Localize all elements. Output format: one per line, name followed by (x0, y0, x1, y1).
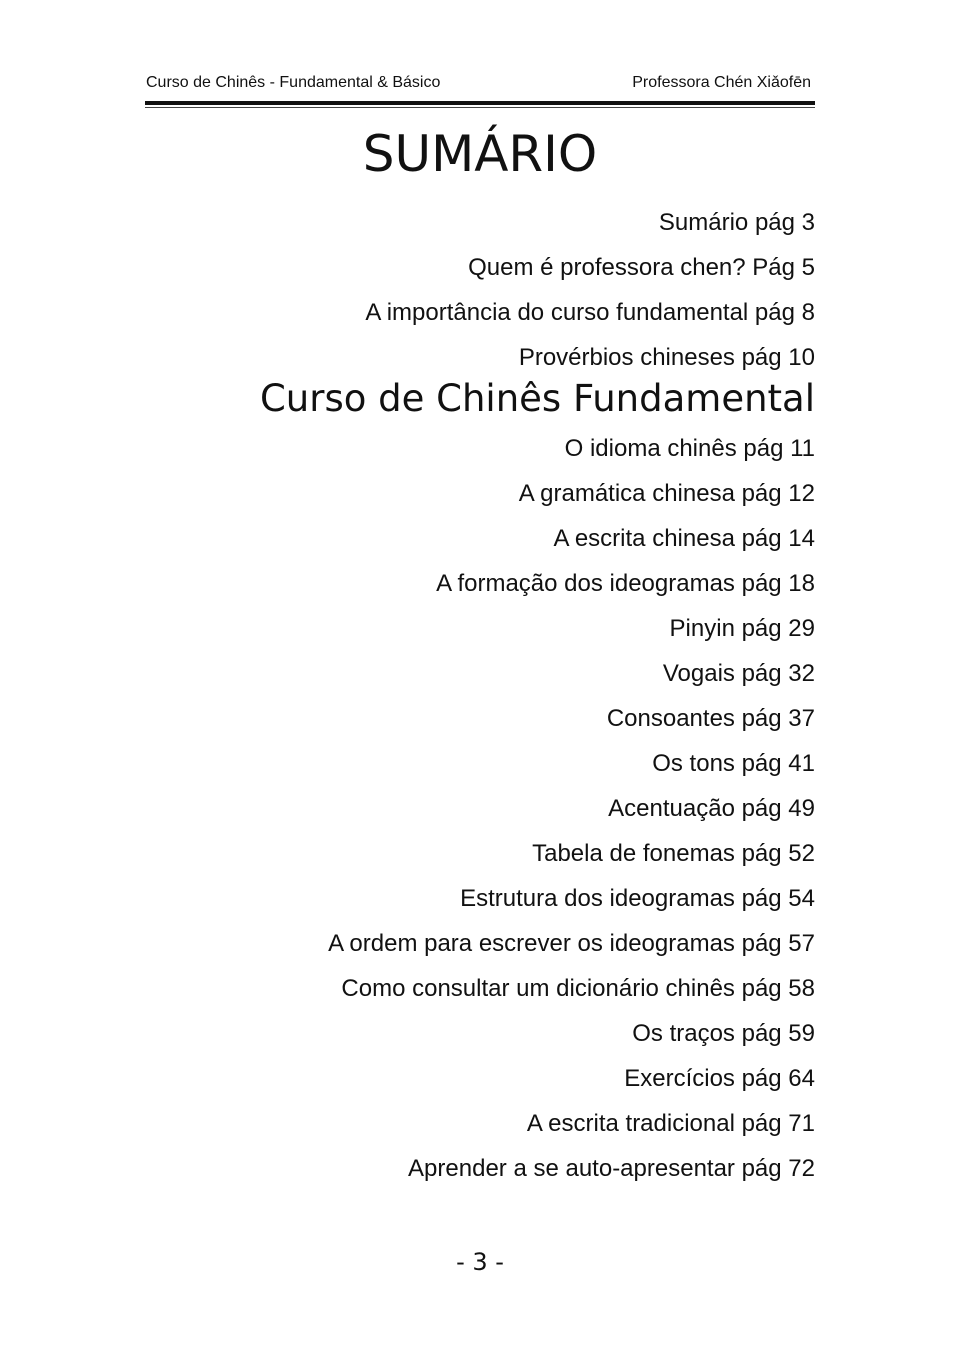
toc-entry: Exercícios pág 64 (624, 1065, 815, 1092)
toc-entry: Aprender a se auto-apresentar pág 72 (408, 1155, 815, 1182)
toc-entry: O idioma chinês pág 11 (564, 435, 815, 462)
toc-entry: Estrutura dos ideogramas pág 54 (460, 885, 815, 912)
toc-entry: Os tons pág 41 (652, 750, 815, 777)
toc-entry: Pinyin pág 29 (669, 615, 815, 642)
toc-entry: A gramática chinesa pág 12 (518, 480, 815, 507)
toc-entry: A escrita chinesa pág 14 (553, 525, 815, 552)
header-course-title: Curso de Chinês - Fundamental & Básico (146, 74, 441, 91)
toc-entry: Quem é professora chen? Pág 5 (468, 254, 815, 281)
section-title: Curso de Chinês Fundamental (259, 377, 815, 420)
toc-entry: Provérbios chineses pág 10 (518, 344, 815, 371)
toc-entry: Tabela de fonemas pág 52 (532, 840, 815, 867)
toc-entry: A ordem para escrever os ideogramas pág 57 (328, 930, 815, 957)
page-number: - 3 - (456, 1248, 504, 1276)
toc-entry: A importância do curso fundamental pág 8 (365, 299, 815, 326)
header-rule-thick (145, 101, 815, 105)
toc-entry: Acentuação pág 49 (608, 795, 815, 822)
page-title: SUMÁRIO (362, 125, 598, 183)
header-author: Professora Chén Xiǎofēn (632, 74, 811, 91)
toc-entry: A formação dos ideogramas pág 18 (436, 570, 815, 597)
toc-entry: Sumário pág 3 (658, 209, 815, 236)
toc-entry: Como consultar um dicionário chinês pág 58 (341, 975, 815, 1002)
toc-entry: A escrita tradicional pág 71 (526, 1110, 815, 1137)
header-rule-thin (145, 107, 815, 108)
section-toc-list (115, 426, 815, 1191)
toc-entry: Os traços pág 59 (632, 1020, 815, 1047)
toc-entry: Consoantes pág 37 (606, 705, 815, 732)
toc-entry: Vogais pág 32 (662, 660, 815, 687)
intro-toc-list (115, 200, 815, 380)
